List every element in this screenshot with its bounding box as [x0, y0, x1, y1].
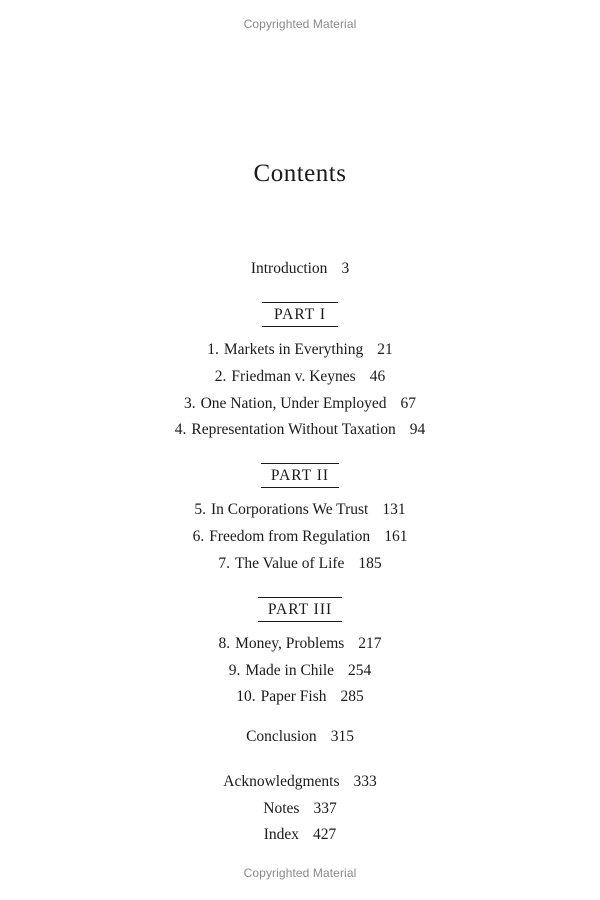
toc-entry-label: Acknowledgments — [223, 773, 340, 790]
chapter-title: One Nation, Under Employed — [200, 395, 387, 412]
toc-entry-notes — [0, 800, 600, 818]
chapter-title: Made in Chile — [245, 662, 335, 679]
chapter-title: Paper Fish — [260, 688, 327, 705]
chapter-number: 7. — [218, 555, 230, 572]
toc-entry-page: 333 — [353, 773, 377, 790]
chapter-page: 131 — [382, 501, 406, 518]
chapter-title: Freedom from Regulation — [209, 528, 371, 545]
chapter-title: Representation Without Taxation — [191, 421, 396, 438]
toc-entry-chapter-7 — [0, 555, 600, 573]
toc-entry-chapter-1 — [0, 341, 600, 359]
chapter-title: The Value of Life — [234, 555, 345, 572]
chapter-page: 94 — [409, 421, 426, 438]
toc-entry-label: Introduction — [250, 260, 328, 277]
chapter-title: Markets in Everything — [223, 341, 364, 358]
copyright-watermark-top: Copyrighted Material — [243, 17, 357, 31]
toc-entry-introduction — [0, 260, 600, 278]
toc-entry-label: Notes — [263, 800, 300, 817]
chapter-page: 161 — [384, 528, 408, 545]
chapter-title: In Corporations We Trust — [211, 501, 369, 518]
toc-entry-page: 337 — [313, 800, 337, 817]
toc-entry-page: 315 — [330, 728, 354, 745]
toc-entry-chapter-2 — [0, 368, 600, 386]
toc-entry-chapter-3 — [0, 395, 600, 413]
chapter-page: 67 — [400, 395, 417, 412]
chapter-number: 8. — [218, 635, 231, 652]
toc-entry-acknowledgments — [0, 773, 600, 791]
chapter-page: 254 — [348, 662, 372, 679]
toc-entry-label: Index — [263, 826, 300, 843]
chapter-page: 21 — [377, 341, 393, 358]
toc-entry-chapter-10 — [0, 688, 600, 706]
chapter-title: Money, Problems — [235, 635, 345, 652]
toc-entry-chapter-6 — [0, 528, 600, 546]
chapter-number: 6. — [192, 528, 205, 545]
chapter-number: 1. — [207, 341, 219, 358]
chapter-page: 185 — [358, 555, 382, 572]
chapter-number: 4. — [174, 421, 187, 438]
chapter-number: 2. — [214, 368, 227, 385]
toc-entry-label: Conclusion — [246, 728, 317, 745]
toc-entry-chapter-5 — [0, 501, 600, 519]
chapter-page: 46 — [369, 368, 386, 385]
chapter-number: 3. — [183, 395, 196, 412]
chapter-page: 285 — [340, 688, 364, 705]
part-heading-1: PART I — [0, 302, 600, 327]
page-title: Contents — [253, 160, 347, 187]
chapter-number: 5. — [194, 501, 206, 518]
toc-entry-index — [0, 826, 600, 844]
toc-entry-page: 427 — [313, 826, 337, 843]
copyright-watermark-bottom: Copyrighted Material — [243, 866, 357, 880]
toc-entry-conclusion — [0, 728, 600, 746]
toc-entry-chapter-9 — [0, 662, 600, 680]
chapter-page: 217 — [358, 635, 382, 652]
chapter-number: 9. — [228, 662, 241, 679]
part-heading-2: PART II — [0, 463, 600, 488]
toc-entry-chapter-4 — [0, 421, 600, 439]
toc-entry-page: 3 — [341, 260, 350, 277]
chapter-title: Friedman v. Keynes — [231, 368, 356, 385]
part-heading-3: PART III — [0, 597, 600, 622]
toc-entry-chapter-8 — [0, 635, 600, 653]
chapter-number: 10. — [236, 688, 256, 705]
